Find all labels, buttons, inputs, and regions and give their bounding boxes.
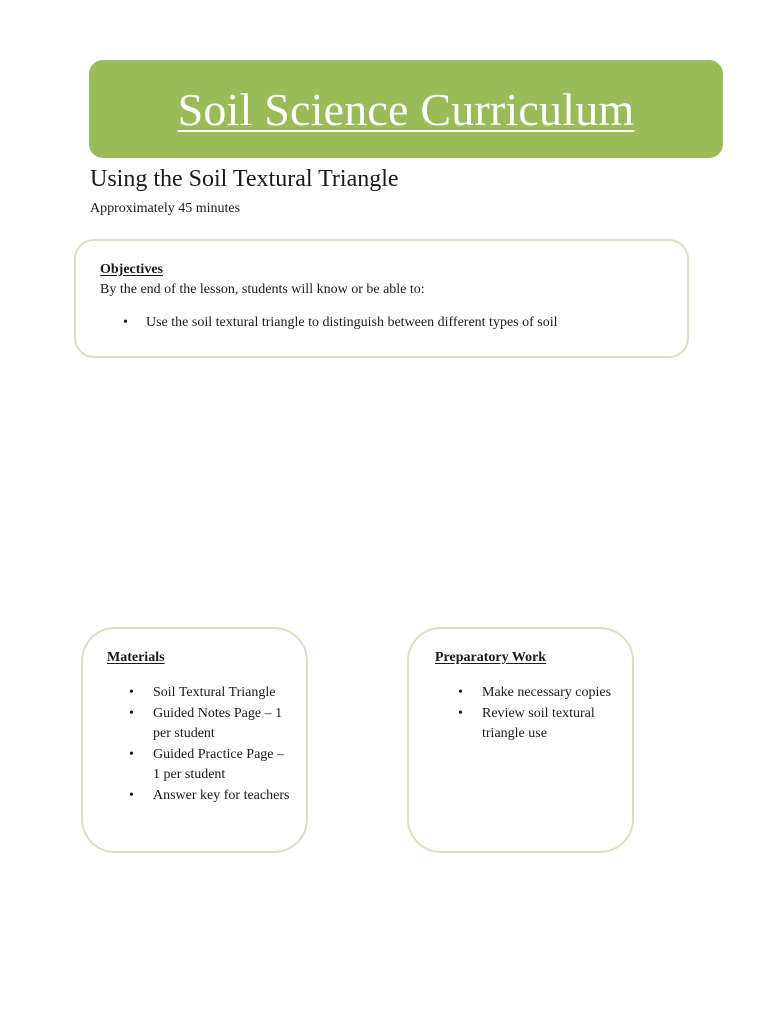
materials-item-text: Soil Textural Triangle [153, 685, 276, 700]
lesson-title: Using the Soil Textural Triangle [90, 166, 399, 192]
objective-item [100, 313, 663, 334]
bullet-icon: • [123, 315, 128, 330]
materials-item-text: Guided Notes Page – 1 per student [153, 705, 283, 741]
materials-item [107, 704, 292, 745]
bullet-icon: • [129, 746, 134, 762]
preparatory-work-list [435, 683, 618, 745]
preparatory-work-item [435, 704, 618, 745]
bullet-icon: • [129, 705, 134, 721]
preparatory-work-item-text: Review soil textural triangle use [482, 705, 595, 741]
curriculum-banner [89, 60, 723, 158]
objectives-box [74, 239, 689, 358]
materials-list [107, 683, 292, 806]
materials-heading: Materials [107, 650, 165, 665]
preparatory-work-box [407, 627, 634, 853]
bullet-icon: • [458, 685, 463, 700]
materials-item-text: Answer key for teachers [153, 787, 290, 803]
materials-item-text: Guided Practice Page – 1 per student [153, 746, 285, 782]
objectives-intro: By the end of the lesson, students will know or be able to: [100, 282, 425, 297]
bullet-icon: • [129, 685, 134, 700]
materials-item [107, 786, 292, 807]
preparatory-work-item [435, 683, 618, 704]
objectives-heading: Objectives [100, 262, 163, 277]
materials-item [107, 683, 292, 704]
materials-box [81, 627, 308, 853]
preparatory-work-item-text: Make necessary copies [482, 685, 612, 700]
preparatory-work-heading: Preparatory Work [435, 650, 547, 665]
bullet-icon: • [458, 705, 463, 721]
lesson-duration: Approximately 45 minutes [90, 201, 241, 216]
objectives-list [100, 313, 663, 334]
banner-title: Soil Science Curriculum [177, 83, 635, 135]
materials-item [107, 745, 292, 786]
bullet-icon: • [129, 787, 134, 803]
objective-item-text: Use the soil textural triangle to distinguish between different types of soil [146, 315, 558, 330]
